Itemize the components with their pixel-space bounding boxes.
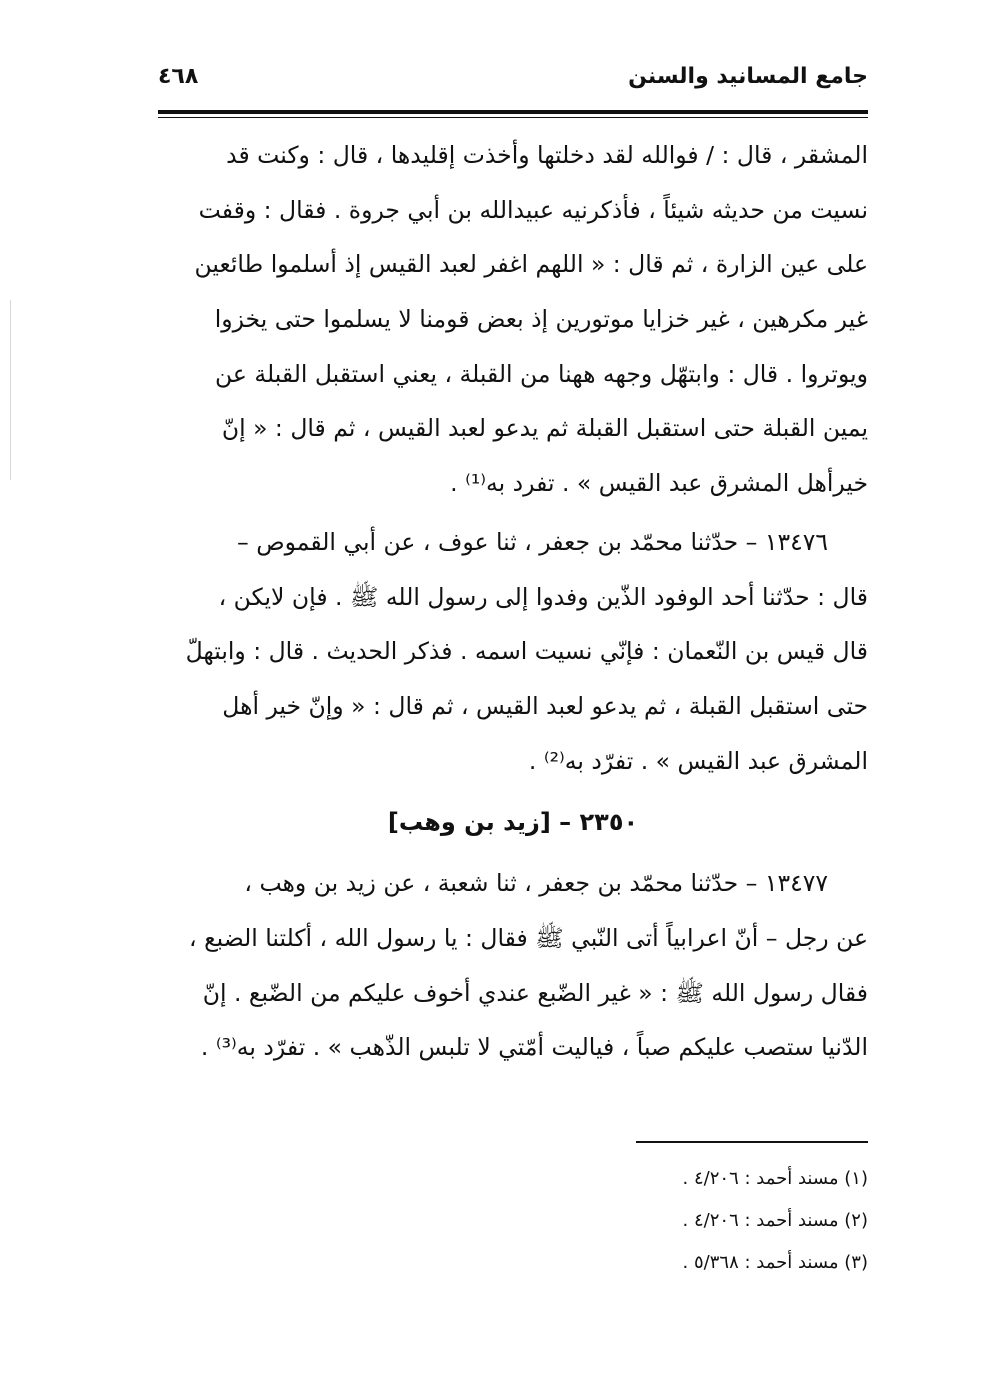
hadith-13477-line: فقال رسول الله ﷺ : « غير الضّبع عندي أخوف عليكم من الضّبع . إنّ (202, 978, 868, 1007)
header-rule-thin (158, 117, 868, 118)
hadith-13476-line: قال : حدّثنا أحد الوفود الذّين وفدوا إلى رسول الله ﷺ . فإن لايكن ، (218, 582, 868, 611)
hadith-13476-line: المشرق عبد القيس » . تفرّد به⁽²⁾ . (528, 746, 868, 775)
footnote-3: (٣) مسند أحمد : ٥/٣٦٨ . (682, 1252, 868, 1273)
hadith-13476-line: حتى استقبل القبلة ، ثم يدعو لعبد القيس ، ثم قال : « وإنّ خير أهل (222, 691, 868, 720)
footnote-1: (١) مسند أحمد : ٤/٢٠٦ . (682, 1168, 868, 1189)
footnotes (500, 1158, 868, 1284)
section-title: ٢٣٥٠ – [زيد بن وهب] (387, 808, 639, 837)
hadith-13477-line: عن رجل – أنّ اعرابياً أتى النّبي ﷺ فقال : يا رسول الله ، أكلتنا الضبع ، (189, 923, 868, 952)
footnote-2: (٢) مسند أحمد : ٤/٢٠٦ . (682, 1210, 868, 1231)
text-line: المشقر ، قال : / فوالله لقد دخلتها وأخذت إقليدها ، قال : وكنت قد (226, 141, 868, 169)
header-rule-thick (158, 110, 868, 114)
hadith-13476-line: قال قيس بن النّعمان : فإنّي نسيت اسمه . فذكر الحديث . قال : وابتهلّ (185, 637, 868, 666)
scan-edge-mark (10, 300, 11, 480)
page-number: ٤٦٨ (158, 64, 199, 89)
text-line: على عين الزارة ، ثم قال : « اللهم اغفر لعبد القيس إذ أسلموا طائعين (194, 250, 868, 279)
text-line: غير مكرهين ، غير خزايا موتورين إذ بعض قومنا لا يسلموا حتى يخزوا (214, 305, 868, 334)
text-line: يمين القبلة حتى استقبل القبلة ثم يدعو لعبد القيس ، ثم قال : « إنّ (221, 414, 868, 443)
text-line: ويوتروا . قال : وابتهّل وجهه ههنا من القبلة ، يعني استقبل القبلة عن (214, 359, 868, 388)
hadith-13477-line: الدّنيا ستصب عليكم صباً ، فياليت أمّتي لا تلبس الذّهب » . تفرّد به⁽³⁾ . (200, 1033, 868, 1062)
footnote-separator (636, 1141, 868, 1143)
main-text (158, 128, 868, 1075)
hadith-13477-line: ١٣٤٧٧ – حدّثنا محمّد بن جعفر ، ثنا شعبة ، عن زيد بن وهب ، (244, 869, 828, 898)
text-line: خيرأهل المشرق عبد القيس » . تفرد به⁽¹⁾ . (450, 469, 868, 498)
hadith-13476-line: ١٣٤٧٦ – حدّثنا محمّد بن جعفر ، ثنا عوف ، عن أبي القموص – (237, 527, 828, 556)
page-header (158, 58, 868, 100)
book-title: جامع المسانيد والسنن (628, 64, 868, 89)
text-line: نسيت من حديثه شيئاً ، فأذكرنيه عبيدالله بن أبي جروة . فقال : وقفت (198, 195, 868, 224)
